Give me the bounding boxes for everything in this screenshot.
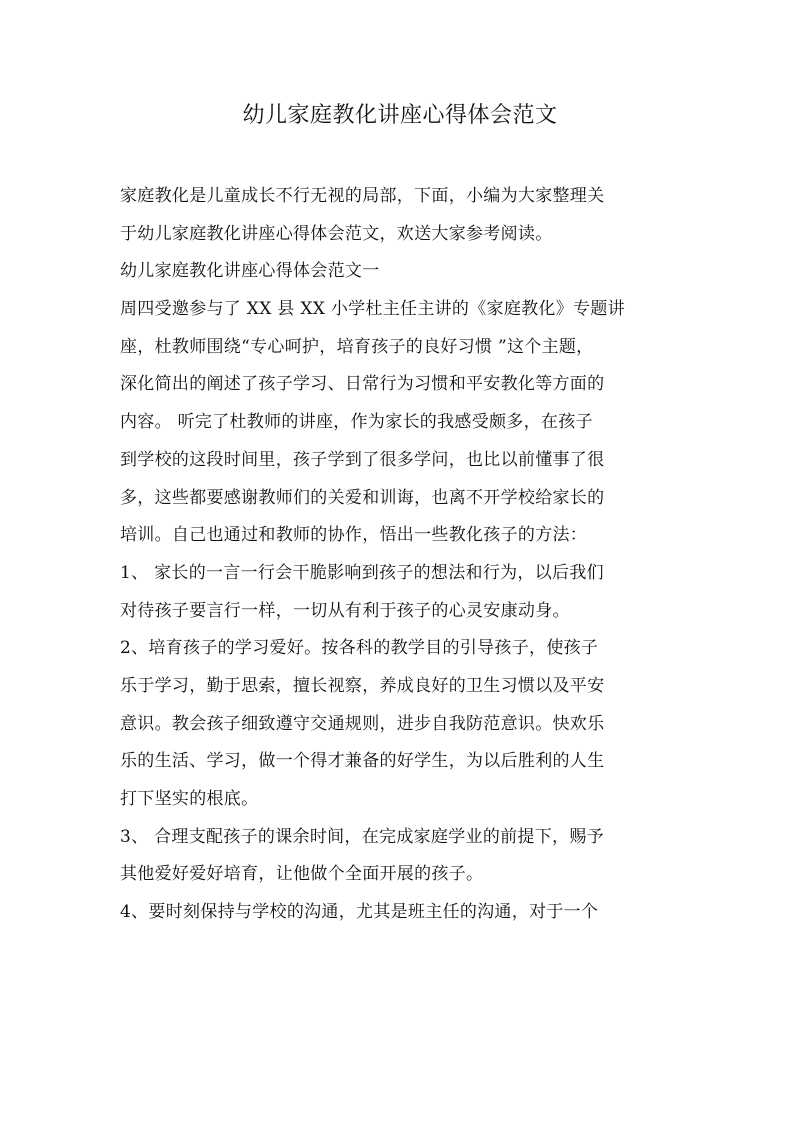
text-line: 乐的生活、学习，做一个得才兼备的好学生，为以后胜利的人生 [120, 751, 605, 772]
text-line: 意识。教会孩子细致遵守交通规则，进步自我防范意识。快欢乐 [120, 713, 605, 734]
text-line: 多，这些都要感谢教师们的关爱和训诲，也离不开学校给家长的 [120, 487, 605, 508]
text-line: 于幼儿家庭教化讲座心得体会范文，欢送大家参考阅读。 [120, 223, 553, 244]
list-item-3: 3、 合理支配孩子的课余时间，在完成家庭学业的前提下，赐予 [120, 826, 604, 847]
text-line: 深化简出的阐述了孩子学习、日常行为习惯和平安教化等方面的 [120, 374, 605, 395]
section-heading: 幼儿家庭教化讲座心得体会范文一 [120, 261, 380, 282]
text-line: 到学校的这段时间里，孩子学到了很多学问，也比以前懂事了很 [120, 449, 605, 470]
text-line: 家庭教化是儿童成长不行无视的局部，下面，小编为大家整理关 [120, 186, 605, 206]
text-line: 打下坚实的根底。 [120, 789, 259, 809]
text-line: 培训。自己也通过和教师的协作，悟出一些教化孩子的方法： [120, 525, 588, 546]
text-line: 周四受邀参与了 XX 县 XX 小学杜主任主讲的《家庭教化》专题讲 [120, 299, 625, 320]
text-line: 乐于学习，勤于思索，擅长视察，养成良好的卫生习惯以及平安 [120, 675, 605, 696]
document-title: 幼儿家庭教化讲座心得体会范文 [242, 103, 558, 128]
document-body [120, 178, 685, 932]
text-line: 座，杜教师围绕“专心呵护，培育孩子的良好习惯 ”这个主题， [120, 336, 594, 357]
list-item-2: 2、培育孩子的学习爱好。按各科的教学目的引导孩子，使孩子 [120, 638, 599, 659]
text-line: 对待孩子要言行一样，一切从有利于孩子的心灵安康动身。 [120, 600, 570, 621]
text-line: 内容。 听完了杜教师的讲座，作为家长的我感受颇多，在孩子 [120, 412, 593, 433]
list-item-1: 1、 家长的一言一行会干脆影响到孩子的想法和行为，以后我们 [120, 562, 604, 583]
text-line: 其他爱好爱好培育，让他做个全面开展的孩子。 [120, 864, 484, 885]
list-item-4: 4、要时刻保持与学校的沟通，尤其是班主任的沟通，对于一个 [120, 902, 599, 923]
